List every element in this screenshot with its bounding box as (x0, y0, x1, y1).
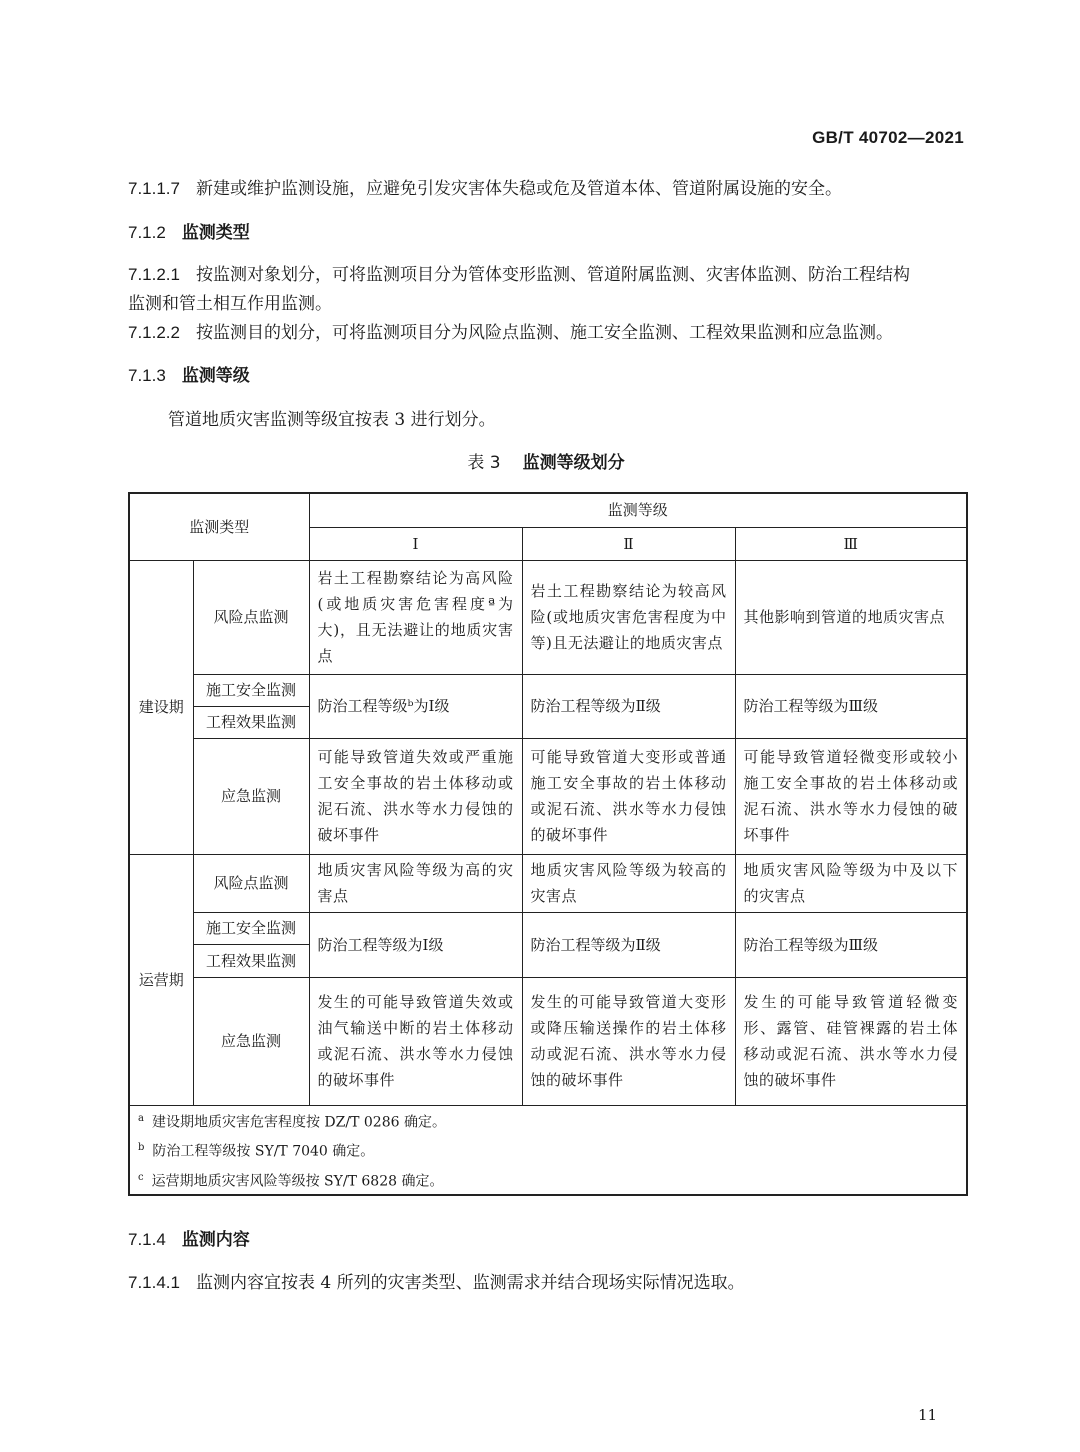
header-monitoring-type: 监测类型 (129, 493, 309, 560)
clause-number: 7.1.2.1 (128, 265, 180, 284)
cell-grade-2: 岩土工程勘察结论为较高风险(或地质灾害危害程度为中等)且无法避让的地质灾害点 (522, 560, 735, 674)
type-label: 风险点监测 (193, 854, 309, 912)
type-label: 工程效果监测 (193, 944, 309, 977)
table-row (129, 738, 967, 854)
cell-grade-3: 防治工程等级为Ⅲ级 (735, 674, 967, 738)
cell-grade-3: 地质灾害风险等级为中及以下的灾害点 (735, 854, 967, 912)
header-grade-3: Ⅲ (735, 527, 967, 560)
type-label: 施工安全监测 (193, 674, 309, 706)
clause-7-1-3-body (168, 405, 968, 435)
cell-grade-1: 可能导致管道失效或严重施工安全事故的岩土体移动或泥石流、洪水等水力侵蚀的破坏事件 (309, 738, 522, 854)
cell-grade-3: 发生的可能导致管道轻微变形、露管、硅管裸露的岩土体移动或泥石流、洪水等水力侵蚀的破坏事件 (735, 977, 967, 1105)
heading-number: 7.1.4 (128, 1230, 166, 1249)
clause-7-1-1-7 (128, 174, 968, 204)
cell-grade-1: 岩土工程勘察结论为高风险(或地质灾害危害程度ª为大)，且无法避让的地质灾害点 (309, 560, 522, 674)
heading-7-1-2 (128, 218, 968, 248)
cell-grade-2: 防治工程等级为Ⅱ级 (522, 674, 735, 738)
table-row (129, 912, 967, 944)
clause-7-1-2-1 (128, 260, 968, 290)
cell-grade-3: 防治工程等级为Ⅲ级 (735, 912, 967, 977)
cell-grade-3: 可能导致管道轻微变形或较小施工安全事故的岩土体移动或泥石流、洪水等水力侵蚀的破坏事件 (735, 738, 967, 854)
table-caption (0, 448, 1080, 473)
standard-number: GB/T 40702—2021 (812, 128, 964, 147)
cell-grade-2: 地质灾害风险等级为较高的灾害点 (522, 854, 735, 912)
monitoring-grade-table (128, 492, 968, 1196)
period-construction: 建设期 (129, 560, 193, 854)
table-row (129, 854, 967, 912)
note-mark: c (138, 1171, 144, 1183)
table-row (129, 560, 967, 674)
clause-text-continued: 监测和管土相互作用监测。 (128, 294, 332, 314)
clause-text: 按监测对象划分，可将监测项目分为管体变形监测、管道附属监测、灾害体监测、防治工程结构 (196, 265, 910, 285)
heading-7-1-3 (128, 361, 968, 391)
type-label: 应急监测 (193, 977, 309, 1105)
clause-7-1-4-1 (128, 1268, 968, 1298)
type-label: 工程效果监测 (193, 706, 309, 738)
cell-grade-2: 可能导致管道大变形或普通施工安全事故的岩土体移动或泥石流、洪水等水力侵蚀的破坏事件 (522, 738, 735, 854)
note-text: 建设期地质灾害危害程度按 DZ/T 0286 确定。 (151, 1114, 446, 1131)
period-operation: 运营期 (129, 854, 193, 1105)
header-grade-1: Ⅰ (309, 527, 522, 560)
table-row (129, 674, 967, 706)
header-grade-2: Ⅱ (522, 527, 735, 560)
header-monitoring-grade: 监测等级 (309, 493, 967, 527)
clause-text: 监测内容宜按表 4 所列的灾害类型、监测需求并结合现场实际情况选取。 (196, 1273, 745, 1293)
clause-7-1-2-2 (128, 318, 968, 348)
type-label: 施工安全监测 (193, 912, 309, 944)
note-a (138, 1106, 958, 1136)
cell-grade-1: 防治工程等级为Ⅰ级 (309, 912, 522, 977)
heading-number: 7.1.2 (128, 223, 166, 242)
clause-7-1-2-1-continued (128, 289, 968, 319)
clause-text: 新建或维护监测设施，应避免引发灾害体失稳或危及管道本体、管道附属设施的安全。 (196, 179, 842, 199)
heading-text: 监测内容 (181, 1230, 250, 1250)
heading-number: 7.1.3 (128, 366, 166, 385)
note-text: 运营期地质灾害风险等级按 SY/T 6828 确定。 (151, 1173, 444, 1190)
clause-text: 按监测目的划分，可将监测项目分为风险点监测、施工安全监测、工程效果监测和应急监测。 (196, 323, 893, 343)
table-notes-row (129, 1105, 967, 1195)
note-mark: a (138, 1112, 144, 1124)
table-row (129, 977, 967, 1105)
type-label: 风险点监测 (193, 560, 309, 674)
note-b (138, 1135, 958, 1165)
table-number: 表 3 (467, 453, 501, 473)
cell-grade-2: 防治工程等级为Ⅱ级 (522, 912, 735, 977)
table-title: 监测等级划分 (522, 453, 625, 473)
heading-7-1-4 (128, 1225, 968, 1255)
note-mark: b (138, 1142, 145, 1154)
clause-text: 管道地质灾害监测等级宜按表 3 进行划分。 (168, 410, 496, 430)
cell-grade-3: 其他影响到管道的地质灾害点 (735, 560, 967, 674)
note-c (138, 1165, 958, 1195)
heading-text: 监测类型 (181, 223, 250, 243)
cell-grade-1: 地质灾害风险等级为高的灾害点 (309, 854, 522, 912)
clause-number: 7.1.4.1 (128, 1273, 180, 1292)
note-text: 防治工程等级按 SY/T 7040 确定。 (152, 1143, 375, 1160)
clause-number: 7.1.2.2 (128, 323, 180, 342)
type-label: 应急监测 (193, 738, 309, 854)
table-notes (129, 1105, 967, 1195)
clause-number: 7.1.1.7 (128, 179, 180, 198)
cell-grade-2: 发生的可能导致管道大变形或降压输送操作的岩土体移动或泥石流、洪水等水力侵蚀的破坏事件 (522, 977, 735, 1105)
cell-grade-1: 发生的可能导致管道失效或油气输送中断的岩土体移动或泥石流、洪水等水力侵蚀的破坏事件 (309, 977, 522, 1105)
heading-text: 监测等级 (181, 366, 250, 386)
page-number: 11 (918, 1406, 938, 1424)
cell-grade-1: 防治工程等级ᵇ为Ⅰ级 (309, 674, 522, 738)
table-header-row (129, 493, 967, 527)
